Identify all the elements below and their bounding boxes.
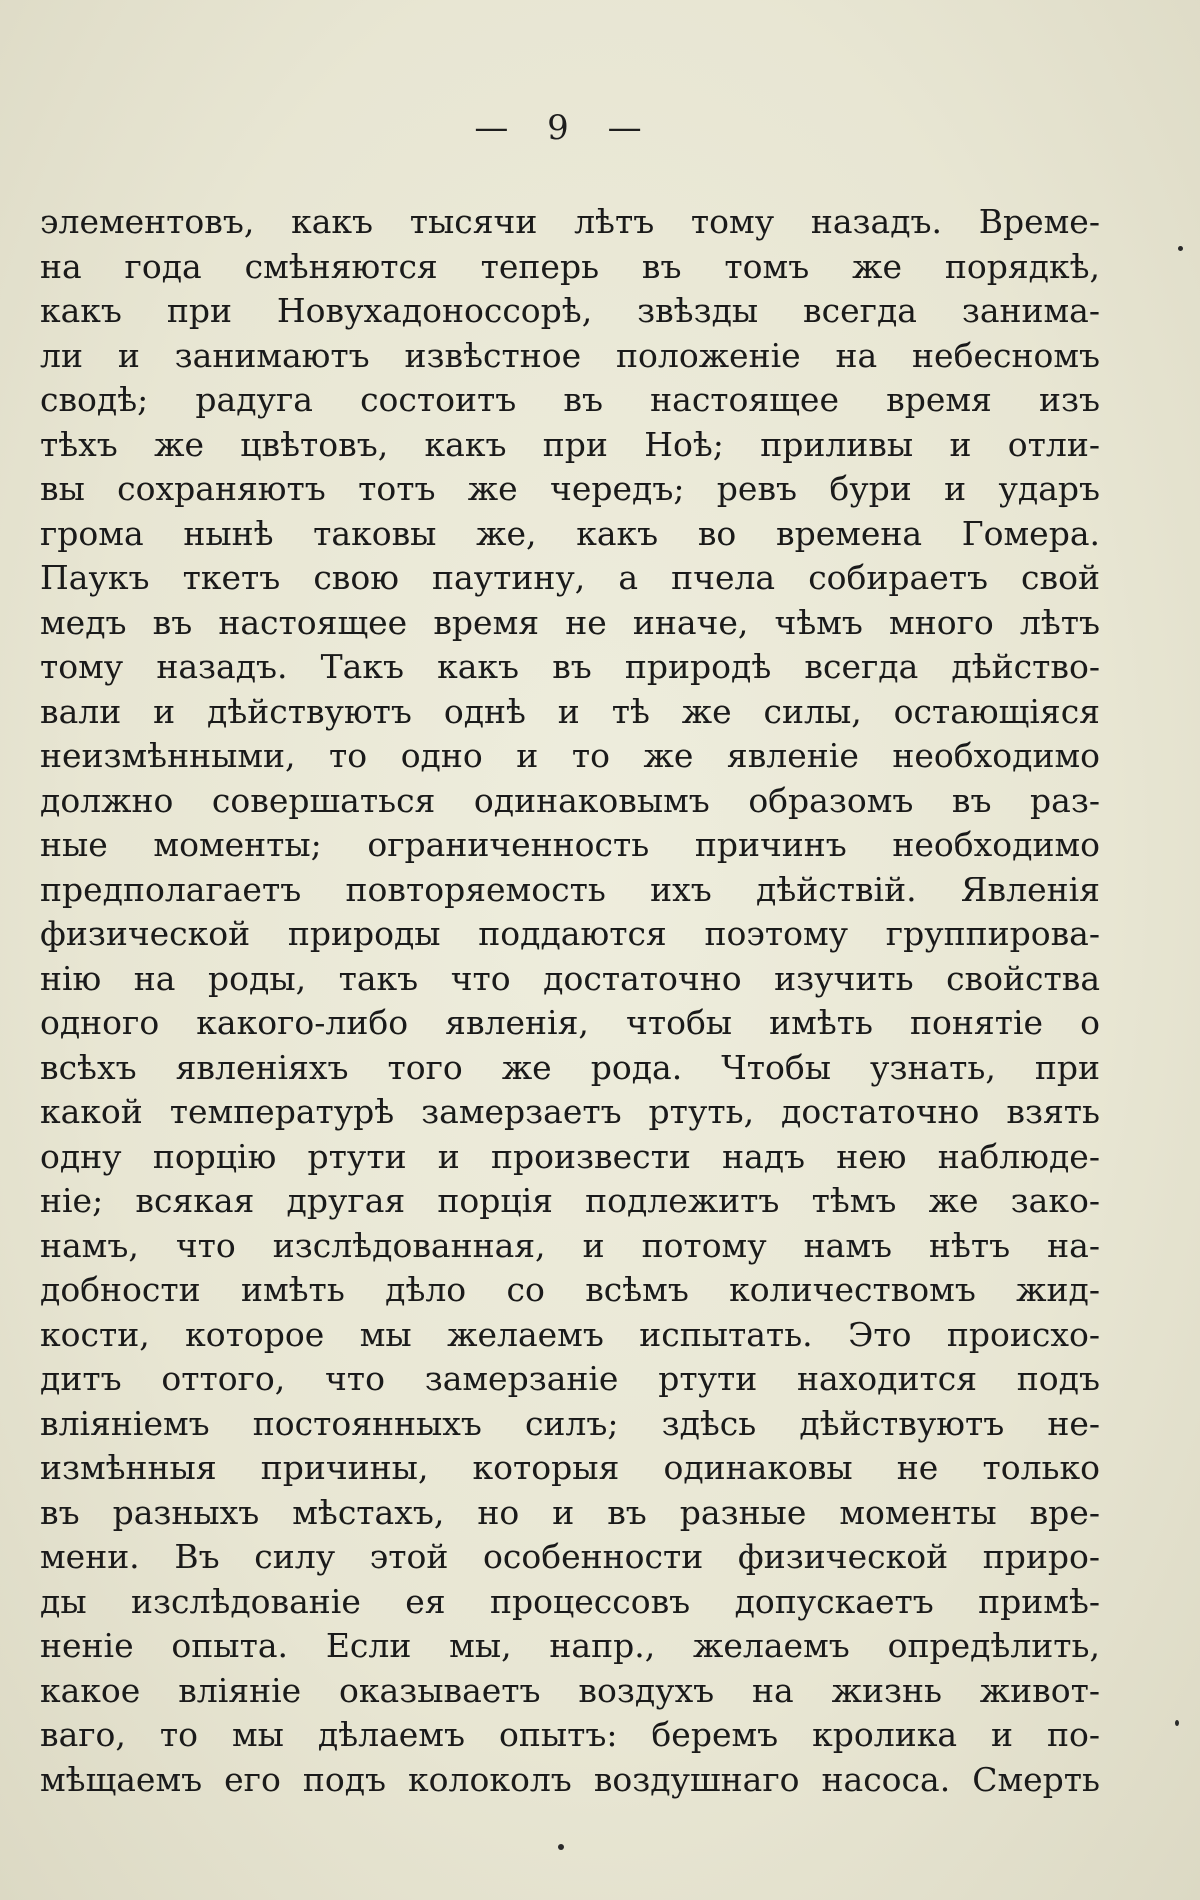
paper-speck xyxy=(1175,1720,1179,1726)
text-line: на года смѣняются теперь въ томъ же порядкѣ, xyxy=(40,246,1100,286)
text-line: нію на роды, такъ что достаточно изучить свойства xyxy=(40,958,1100,998)
text-line: измѣнныя причины, которыя одинаковы не только xyxy=(40,1448,1100,1487)
text-line: тѣхъ же цвѣтовъ, какъ при Ноѣ; приливы и отли- xyxy=(40,424,1100,464)
text-line: неизмѣнными, то одно и то же явленіе необходимо xyxy=(40,736,1100,775)
text-line: ваго, то мы дѣлаемъ опытъ: беремъ кролика и по- xyxy=(40,1715,1100,1754)
text-line: неніе опыта. Если мы, напр., желаемъ опредѣлить, xyxy=(40,1626,1100,1665)
text-line: элементовъ, какъ тысячи лѣтъ тому назадъ. Време- xyxy=(40,202,1100,241)
paper-speck xyxy=(1178,246,1183,251)
text-line: мени. Въ силу этой особенности физической приро- xyxy=(40,1537,1100,1576)
text-line: ные моменты; ограниченность причинъ необходимо xyxy=(40,825,1100,864)
text-line: сводѣ; радуга состоитъ въ настоящее время изъ xyxy=(40,380,1100,419)
text-line: ли и занимаютъ извѣстное положеніе на небесномъ xyxy=(40,335,1100,375)
text-line: добности имѣть дѣло со всѣмъ количествомъ жид- xyxy=(40,1270,1100,1309)
text-line: вали и дѣйствуютъ однѣ и тѣ же силы, остающіяся xyxy=(40,691,1100,731)
text-line: должно совершаться одинаковымъ образомъ въ раз- xyxy=(40,780,1100,820)
text-line: ніе; всякая другая порція подлежитъ тѣмъ же зако- xyxy=(40,1181,1100,1220)
text-line: какой температурѣ замерзаетъ ртуть, достаточно взять xyxy=(40,1092,1100,1131)
text-line: одного какого-либо явленія, чтобы имѣть понятіе о xyxy=(40,1003,1100,1042)
text-line: физической природы поддаются поэтому группирова- xyxy=(40,914,1100,953)
text-line: одну порцію ртути и произвести надъ нею наблюде- xyxy=(40,1136,1100,1176)
text-line: ды изслѣдованіе ея процессовъ допускаетъ примѣ- xyxy=(40,1581,1100,1621)
text-line: кости, которое мы желаемъ испытать. Это происхо- xyxy=(40,1314,1100,1354)
text-line: въ разныхъ мѣстахъ, но и въ разные моменты вре- xyxy=(40,1492,1100,1532)
text-line: мѣщаемъ его подъ колоколъ воздушнаго насоса. Смерть xyxy=(40,1759,1100,1799)
text-line: Паукъ ткетъ свою паутину, а пчела собираетъ свой xyxy=(40,558,1100,597)
text-line: вліяніемъ постоянныхъ силъ; здѣсь дѣйствуютъ не- xyxy=(40,1403,1100,1443)
text-line: медъ въ настоящее время не иначе, чѣмъ много лѣтъ xyxy=(40,602,1100,642)
text-line: какое вліяніе оказываетъ воздухъ на жизнь живот- xyxy=(40,1670,1100,1710)
text-line: предполагаетъ повторяемость ихъ дѣйствій. Явленія xyxy=(40,869,1100,909)
text-line: всѣхъ явленіяхъ того же рода. Чтобы узнать, при xyxy=(40,1047,1100,1087)
paper-speck xyxy=(558,1844,564,1850)
body-text xyxy=(40,200,1100,1802)
text-line: грома нынѣ таковы же, какъ во времена Гомера. xyxy=(40,513,1100,553)
page-number: — 9 — xyxy=(474,108,656,148)
text-line: какъ при Новухадоноссорѣ, звѣзды всегда занима- xyxy=(40,291,1100,330)
text-line: вы сохраняютъ тотъ же чередъ; ревъ бури и ударъ xyxy=(40,469,1100,508)
text-line: дитъ оттого, что замерзаніе ртути находится подъ xyxy=(40,1359,1100,1398)
text-line: тому назадъ. Такъ какъ въ природѣ всегда дѣйство- xyxy=(40,647,1100,686)
text-line: намъ, что изслѣдованная, и потому намъ нѣтъ на- xyxy=(40,1225,1100,1265)
